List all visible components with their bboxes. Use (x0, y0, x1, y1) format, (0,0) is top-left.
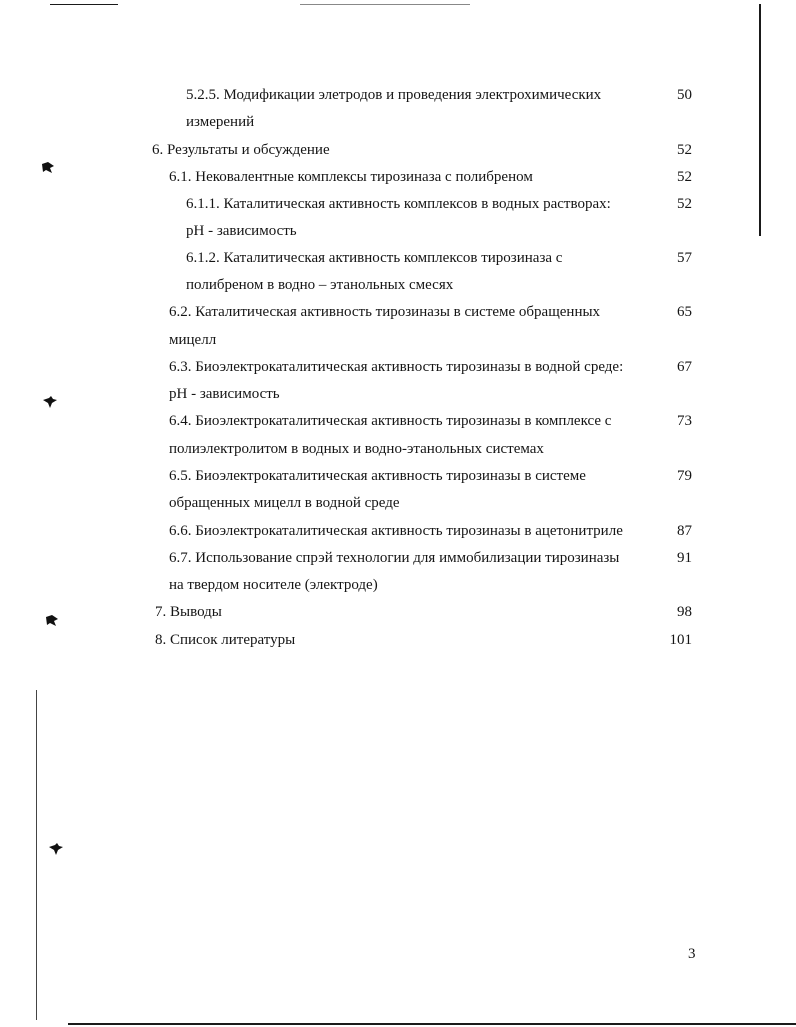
scan-border-top (50, 4, 118, 5)
toc-entry-title: 8. Список литературы (155, 632, 296, 648)
punch-mark-icon (42, 395, 58, 409)
toc-entry-title: мицелл (169, 332, 217, 348)
toc-entry-page: 87 (677, 523, 692, 539)
toc-entry-title: 6.4. Биоэлектрокаталитическая активность тирозиназы в комплексе с (169, 413, 612, 429)
punch-mark-icon (44, 613, 60, 627)
toc-entry-title: pH - зависимость (169, 386, 280, 402)
toc-entry-page: 52 (677, 196, 692, 212)
toc-entry-page: 91 (677, 550, 692, 566)
toc-entry-title: 6.5. Биоэлектрокаталитическая активность тирозиназы в системе (169, 468, 586, 484)
toc-entry-page: 57 (677, 250, 692, 266)
toc-entry-title: 6.1.1. Каталитическая активность комплексов в водных растворах: (186, 196, 611, 212)
scan-border-right (759, 4, 761, 236)
toc-entry-page: 65 (677, 304, 692, 320)
toc-entry-page: 73 (677, 413, 692, 429)
toc-entry-title: 6.1.2. Каталитическая активность комплексов тирозиназа с (186, 250, 563, 266)
toc-entry-page: 79 (677, 468, 692, 484)
punch-mark-icon (40, 160, 56, 174)
toc-entry-page: 101 (669, 632, 692, 648)
punch-mark-icon (48, 842, 64, 856)
toc-entry-title: 6.6. Биоэлектрокаталитическая активность тирозиназы в ацетонитриле (169, 523, 623, 539)
toc-entry-title: измерений (186, 114, 255, 130)
toc-entry-title: 6.1. Нековалентные комплексы тирозиназа с полибреном (169, 169, 533, 185)
toc-entry-page: 52 (677, 169, 692, 185)
toc-entry-page: 98 (677, 604, 692, 620)
page-number: 3 (688, 946, 696, 962)
toc-entry-title: 6.7. Использование спрэй технологии для иммобилизации тирозиназы (169, 550, 620, 566)
toc-entry-title: 6.3. Биоэлектрокаталитическая активность тирозиназы в водной среде: (169, 359, 624, 375)
toc-entry-title: на твердом носителе (электроде) (169, 577, 378, 593)
scan-border-left (36, 690, 37, 1020)
toc-entry-title: обращенных мицелл в водной среде (169, 495, 400, 511)
scan-border-bottom (68, 1023, 796, 1025)
toc-entry-title: полибреном в водно – этанольных смесях (186, 277, 454, 293)
toc-entry-page: 52 (677, 142, 692, 158)
toc-entry-page: 67 (677, 359, 692, 375)
toc-entry-title: 7. Выводы (155, 604, 222, 620)
toc-entry-title: полиэлектролитом в водных и водно-этанольных системах (169, 441, 544, 457)
scan-border-top-right (300, 4, 470, 5)
toc-entry-title: 6. Результаты и обсуждение (152, 142, 330, 158)
toc-entry-page: 50 (677, 87, 692, 103)
toc-entry-title: pH - зависимость (186, 223, 297, 239)
toc-entry-title: 5.2.5. Модификации элетродов и проведения электрохимических (186, 87, 602, 103)
toc-entry-title: 6.2. Каталитическая активность тирозиназы в системе обращенных (169, 304, 601, 320)
